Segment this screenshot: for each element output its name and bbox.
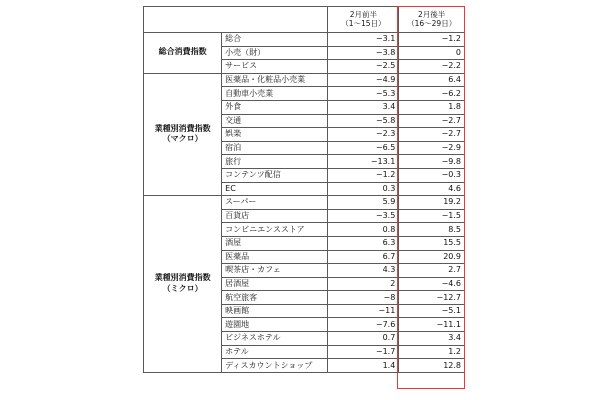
item-name-cell: コンテンツ配信 <box>222 168 328 182</box>
second-half-value-cell: 0 <box>399 46 465 60</box>
category-label: 業種別消費指数 <box>154 273 211 283</box>
item-name-cell: EC <box>222 182 328 196</box>
first-half-value-cell: −5.3 <box>328 87 399 101</box>
first-half-value-cell: 1.4 <box>328 359 399 373</box>
item-name-cell: ホテル <box>222 345 328 359</box>
second-half-value-cell: −0.3 <box>399 168 465 182</box>
first-half-value-cell: 0.8 <box>328 223 399 237</box>
category-label-cell <box>144 73 222 195</box>
second-half-value-cell: 20.9 <box>399 250 465 264</box>
item-name-cell: 旅行 <box>222 155 328 169</box>
first-half-value-cell: −3.8 <box>328 46 399 60</box>
item-name-cell: 航空旅客 <box>222 291 328 305</box>
second-half-value-cell: 1.8 <box>399 100 465 114</box>
item-name-cell: 遊園地 <box>222 318 328 332</box>
second-half-value-cell: 12.8 <box>399 359 465 373</box>
header-second-half-title: 2月後半 <box>418 9 446 19</box>
second-half-value-cell: −1.5 <box>399 209 465 223</box>
header-first-half-title: 2月前半 <box>349 9 378 19</box>
first-half-value-cell: −2.5 <box>328 60 399 74</box>
second-half-value-cell: −2.9 <box>399 141 465 155</box>
header-second-half-range: （16〜29日） <box>407 18 457 28</box>
second-half-value-cell: 4.6 <box>399 182 465 196</box>
category-sublabel: （マクロ） <box>162 134 203 144</box>
item-name-cell: 百貨店 <box>222 209 328 223</box>
second-half-value-cell: 3.4 <box>399 332 465 346</box>
first-half-value-cell: 6.7 <box>328 250 399 264</box>
first-half-value-cell: −8 <box>328 291 399 305</box>
first-half-value-cell: −2.3 <box>328 128 399 142</box>
second-half-value-cell: −1.2 <box>399 33 465 47</box>
category-label-cell <box>144 33 222 74</box>
second-half-value-cell: −11.1 <box>399 318 465 332</box>
item-name-cell: 外食 <box>222 100 328 114</box>
first-half-value-cell: −3.1 <box>328 33 399 47</box>
first-half-value-cell: 5.9 <box>328 196 399 210</box>
first-half-value-cell: −13.1 <box>328 155 399 169</box>
first-half-value-cell: 0.3 <box>328 182 399 196</box>
first-half-value-cell: −6.5 <box>328 141 399 155</box>
second-half-value-cell: −4.6 <box>399 277 465 291</box>
header-first-half-range: （1〜15日） <box>341 18 386 28</box>
second-half-value-cell: −2.7 <box>399 128 465 142</box>
first-half-value-cell: −1.7 <box>328 345 399 359</box>
first-half-value-cell: 3.4 <box>328 100 399 114</box>
table-header-row <box>144 7 465 33</box>
second-half-value-cell: −6.2 <box>399 87 465 101</box>
item-name-cell: 娯楽 <box>222 128 328 142</box>
second-half-value-cell: 19.2 <box>399 196 465 210</box>
item-name-cell: 宿泊 <box>222 141 328 155</box>
item-name-cell: 総合 <box>222 33 328 47</box>
first-half-value-cell: −4.9 <box>328 73 399 87</box>
first-half-value-cell: 4.3 <box>328 264 399 278</box>
header-second-half <box>399 7 465 33</box>
second-half-value-cell: −2.7 <box>399 114 465 128</box>
table-body <box>144 33 465 373</box>
second-half-value-cell: 8.5 <box>399 223 465 237</box>
consumption-index-table <box>143 6 465 373</box>
item-name-cell: 映画館 <box>222 304 328 318</box>
item-name-cell: ディスカウントショップ <box>222 359 328 373</box>
first-half-value-cell: 6.3 <box>328 236 399 250</box>
header-first-half <box>328 7 399 33</box>
second-half-value-cell: 6.4 <box>399 73 465 87</box>
first-half-value-cell: 0.7 <box>328 332 399 346</box>
table-row <box>144 196 465 210</box>
table-row <box>144 33 465 47</box>
first-half-value-cell: 2 <box>328 277 399 291</box>
second-half-value-cell: 15.5 <box>399 236 465 250</box>
category-label: 業種別消費指数 <box>154 123 211 133</box>
category-sublabel: （ミクロ） <box>162 283 203 293</box>
second-half-value-cell: −5.1 <box>399 304 465 318</box>
item-name-cell: 医薬品 <box>222 250 328 264</box>
category-label: 総合消費指数 <box>158 47 207 57</box>
first-half-value-cell: −1.2 <box>328 168 399 182</box>
item-name-cell: コンビニエンスストア <box>222 223 328 237</box>
item-name-cell: 医薬品・化粧品小売業 <box>222 73 328 87</box>
item-name-cell: スーパー <box>222 196 328 210</box>
second-half-value-cell: −12.7 <box>399 291 465 305</box>
item-name-cell: ビジネスホテル <box>222 332 328 346</box>
table-row <box>144 73 465 87</box>
item-name-cell: 喫茶店・カフェ <box>222 264 328 278</box>
first-half-value-cell: −7.6 <box>328 318 399 332</box>
item-name-cell: 酒屋 <box>222 236 328 250</box>
item-name-cell: 自動車小売業 <box>222 87 328 101</box>
second-half-value-cell: −2.2 <box>399 60 465 74</box>
second-half-value-cell: 2.7 <box>399 264 465 278</box>
first-half-value-cell: −5.8 <box>328 114 399 128</box>
first-half-value-cell: −3.5 <box>328 209 399 223</box>
item-name-cell: 居酒屋 <box>222 277 328 291</box>
first-half-value-cell: −11 <box>328 304 399 318</box>
second-half-value-cell: −9.8 <box>399 155 465 169</box>
item-name-cell: サービス <box>222 60 328 74</box>
item-name-cell: 交通 <box>222 114 328 128</box>
header-blank-cell <box>144 7 328 33</box>
second-half-value-cell: 1.2 <box>399 345 465 359</box>
item-name-cell: 小売（財） <box>222 46 328 60</box>
category-label-cell <box>144 196 222 373</box>
